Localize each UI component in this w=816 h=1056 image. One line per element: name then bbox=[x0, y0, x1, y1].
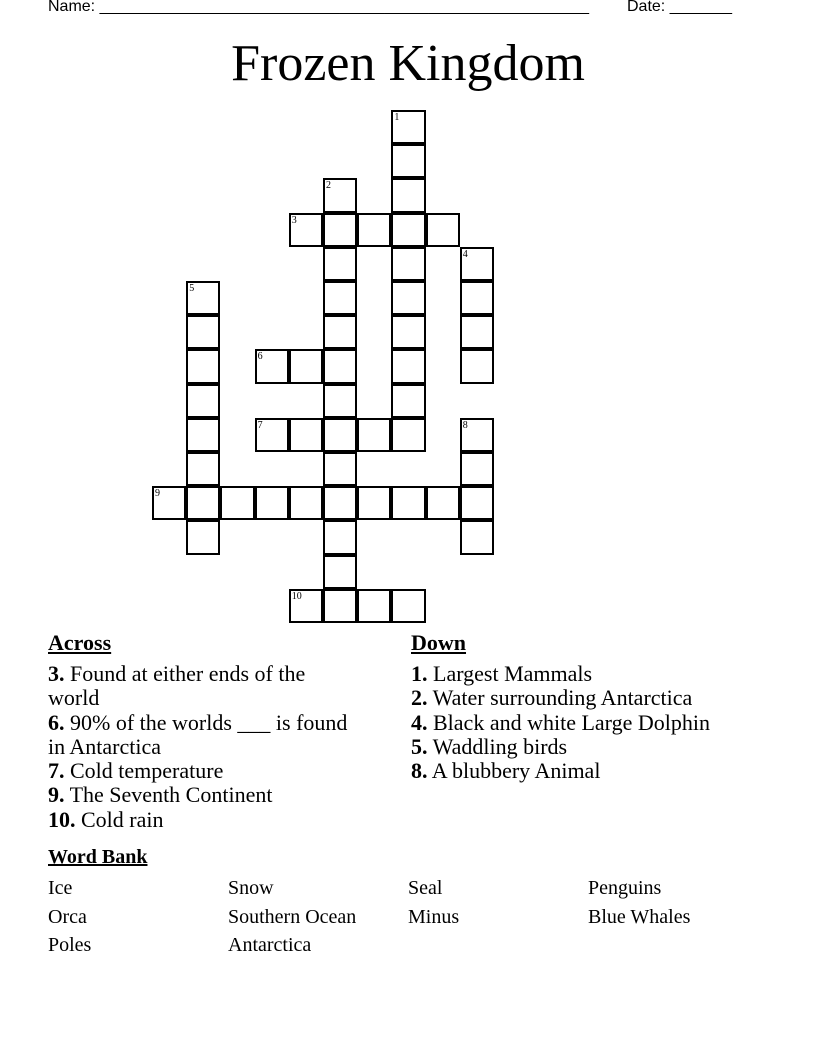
grid-cell[interactable] bbox=[357, 418, 391, 452]
grid-cell[interactable] bbox=[255, 418, 289, 452]
grid-cell[interactable] bbox=[323, 349, 357, 383]
grid-cell[interactable] bbox=[289, 486, 323, 520]
down-clue-list bbox=[411, 662, 756, 783]
grid-cell[interactable] bbox=[323, 555, 357, 589]
word-bank-item: Southern Ocean bbox=[228, 905, 357, 928]
word-bank-item: Penguins bbox=[588, 877, 662, 899]
grid-cell[interactable] bbox=[323, 589, 357, 623]
word-bank-item: Minus bbox=[408, 905, 460, 928]
grid-cell[interactable] bbox=[323, 213, 357, 247]
grid-cell[interactable] bbox=[323, 247, 357, 281]
grid-cell[interactable] bbox=[391, 144, 425, 178]
across-clues bbox=[48, 630, 358, 832]
grid-cell[interactable] bbox=[391, 281, 425, 315]
clue-item bbox=[411, 662, 756, 686]
grid-cell[interactable] bbox=[323, 281, 357, 315]
clue-text: Cold rain bbox=[75, 806, 164, 832]
grid-cell[interactable] bbox=[152, 486, 186, 520]
clue-text: Cold temperature bbox=[64, 758, 224, 784]
clue-number: 6. bbox=[48, 709, 65, 735]
grid-cell[interactable] bbox=[460, 315, 494, 349]
grid-cell[interactable] bbox=[186, 452, 220, 486]
clue-number: 10 bbox=[291, 590, 302, 602]
clue-item bbox=[411, 735, 756, 759]
grid-cell[interactable] bbox=[289, 213, 323, 247]
grid-cell[interactable] bbox=[323, 486, 357, 520]
grid-cell[interactable] bbox=[255, 486, 289, 520]
grid-cell[interactable] bbox=[391, 247, 425, 281]
grid-cell[interactable] bbox=[323, 452, 357, 486]
name-field-label: Name: _______________________________________________________ bbox=[48, 0, 589, 15]
word-bank-item: Antarctica bbox=[228, 934, 312, 956]
clue-item bbox=[48, 662, 358, 711]
grid-cell[interactable] bbox=[186, 384, 220, 418]
clue-text: Largest Mammals bbox=[427, 661, 593, 686]
grid-cell[interactable] bbox=[460, 247, 494, 281]
grid-cell[interactable] bbox=[391, 384, 425, 418]
clue-number: 9 bbox=[155, 488, 160, 500]
grid-cell[interactable] bbox=[391, 315, 425, 349]
across-heading: Across bbox=[48, 630, 112, 655]
clue-number: 1. bbox=[411, 661, 428, 686]
page-title: Frozen Kingdom bbox=[231, 35, 585, 92]
clue-item bbox=[411, 711, 756, 735]
grid-cell[interactable] bbox=[186, 520, 220, 554]
clue-text: Black and white Large Dolphin bbox=[427, 709, 710, 735]
grid-cell[interactable] bbox=[323, 384, 357, 418]
grid-cell[interactable] bbox=[323, 178, 357, 212]
grid-cell[interactable] bbox=[391, 418, 425, 452]
grid-cell[interactable] bbox=[391, 486, 425, 520]
grid-cell[interactable] bbox=[323, 315, 357, 349]
clue-number: 9. bbox=[48, 782, 65, 808]
grid-cell[interactable] bbox=[289, 349, 323, 383]
word-bank-heading: Word Bank bbox=[48, 846, 148, 868]
grid-cell[interactable] bbox=[391, 213, 425, 247]
word-bank-item: Blue Whales bbox=[588, 905, 691, 928]
clue-text: The Seventh Continent bbox=[64, 782, 273, 808]
clue-number: 3 bbox=[291, 214, 297, 226]
grid-cell[interactable] bbox=[391, 349, 425, 383]
clue-number: 4. bbox=[411, 709, 428, 735]
clue-number: 8. bbox=[411, 758, 428, 784]
clue-number: 3. bbox=[48, 661, 65, 686]
word-bank-item: Snow bbox=[228, 877, 274, 899]
down-heading: Down bbox=[411, 630, 467, 655]
clue-item bbox=[411, 759, 756, 783]
grid-cell[interactable] bbox=[186, 418, 220, 452]
clue-item bbox=[411, 686, 756, 710]
date-field-label: Date: _______ bbox=[627, 0, 732, 15]
clue-number: 7. bbox=[48, 758, 65, 784]
clue-item bbox=[48, 783, 358, 807]
grid-cell[interactable] bbox=[460, 486, 494, 520]
grid-cell[interactable] bbox=[357, 589, 391, 623]
grid-cell[interactable] bbox=[220, 486, 254, 520]
grid-cell[interactable] bbox=[289, 589, 323, 623]
clue-number: 4 bbox=[462, 248, 468, 260]
grid-cell[interactable] bbox=[426, 486, 460, 520]
grid-cell[interactable] bbox=[323, 520, 357, 554]
clue-item bbox=[48, 759, 358, 783]
clue-item bbox=[48, 808, 358, 832]
grid-cell[interactable] bbox=[460, 281, 494, 315]
grid-cell[interactable] bbox=[460, 452, 494, 486]
word-bank-item: Seal bbox=[408, 877, 443, 899]
clue-text: 90% of the worlds ___ is found in Antarctica bbox=[48, 709, 348, 759]
clue-number: 8 bbox=[462, 419, 468, 431]
word-bank-item: Ice bbox=[48, 877, 73, 899]
grid-cell[interactable] bbox=[460, 520, 494, 554]
clue-text: Waddling birds bbox=[427, 733, 568, 759]
grid-cell[interactable] bbox=[460, 418, 494, 452]
clue-number: 2 bbox=[326, 180, 331, 192]
word-bank-item: Poles bbox=[48, 934, 92, 956]
clue-item bbox=[48, 711, 358, 760]
grid-cell[interactable] bbox=[186, 315, 220, 349]
grid-cell[interactable] bbox=[186, 281, 220, 315]
clue-text: Water surrounding Antarctica bbox=[427, 685, 693, 711]
grid-cell[interactable] bbox=[186, 349, 220, 383]
clue-text: A blubbery Animal bbox=[427, 758, 601, 784]
clue-number: 7 bbox=[257, 419, 263, 431]
grid-cell[interactable] bbox=[460, 349, 494, 383]
grid-cell[interactable] bbox=[323, 418, 357, 452]
grid-cell[interactable] bbox=[357, 486, 391, 520]
grid-cell[interactable] bbox=[391, 178, 425, 212]
across-clue-list bbox=[48, 662, 358, 832]
clue-number: 10. bbox=[48, 806, 76, 832]
grid-cell[interactable] bbox=[426, 213, 460, 247]
word-bank-item: Orca bbox=[48, 905, 87, 928]
clue-number: 6 bbox=[257, 351, 263, 363]
clue-number: 1 bbox=[394, 112, 400, 123]
clue-text: Found at either ends of the world bbox=[48, 661, 306, 711]
grid-cell[interactable] bbox=[186, 486, 220, 520]
clue-number: 5 bbox=[189, 283, 195, 294]
clue-number: 2. bbox=[411, 685, 428, 711]
grid-cell[interactable] bbox=[289, 418, 323, 452]
grid-cell[interactable] bbox=[357, 213, 391, 247]
word-bank bbox=[48, 874, 768, 960]
down-clues bbox=[411, 630, 756, 783]
grid-cell[interactable] bbox=[255, 349, 289, 383]
grid-cell[interactable] bbox=[391, 589, 425, 623]
clue-number: 5. bbox=[411, 733, 428, 759]
grid-cell[interactable] bbox=[391, 110, 425, 144]
